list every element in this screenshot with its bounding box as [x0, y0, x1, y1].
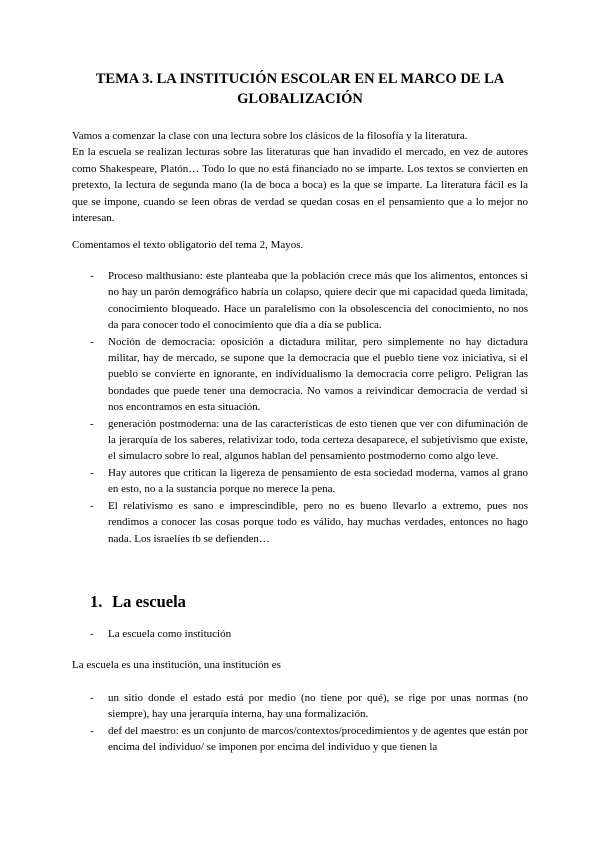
list-item — [72, 416, 528, 465]
bullet-dash: - — [90, 335, 94, 348]
title-line-1: TEMA 3. LA INSTITUCIÓN ESCOLAR EN EL MARCO DE LA — [95, 71, 505, 87]
intro-paragraph — [72, 128, 528, 226]
list-item — [72, 690, 528, 723]
bullet-dash: - — [90, 417, 94, 430]
intro-line-1: Vamos a comenzar la clase con una lectura sobre los clásicos de la filosofía y la literatura. — [72, 130, 468, 142]
section-title: La escuela — [112, 592, 186, 611]
list-item — [72, 498, 528, 547]
section-number: 1. — [90, 592, 103, 611]
title-line-2: GLOBALIZACIÓN — [237, 90, 363, 107]
escuela-paragraph: La escuela es una institución, una institución es — [72, 659, 281, 671]
bullet-dash: - — [90, 692, 94, 704]
list-item-text: El relativismo es sano e imprescindible, pero no es bueno llevarlo a extremo, pues nos rendimos a conocer las cosas porque todo es válido, hay muchas verdades, entonces no hago nada. Los israelíes tb se defienden… — [108, 499, 528, 545]
list-item-text: generación postmoderna: una de las características de esto tienen que ver con difuminación de la jerarquía de los saberes, relativizar todo, toda certeza desaparece, el subjetivismo que existe, el simulacro sobre lo real, algunos hablan del pensamiento postmoderno como algo leve. — [108, 417, 528, 463]
list-item — [72, 334, 528, 416]
section-heading — [90, 591, 186, 613]
definition-list — [72, 690, 528, 756]
list-item — [72, 626, 528, 642]
institution-list — [72, 626, 528, 642]
bullet-dash: - — [90, 466, 94, 479]
list-item-text: un sitio donde el estado está por medio (no tiene por qué), se rige por unas normas (no siempre), hay una jerarquía interna, hay una formalización. — [108, 692, 528, 721]
list-item-text: Hay autores que critican la ligereza de pensamiento de esta sociedad moderna, vamos al grano en esto, no a la sustancia porque no merece la pena. — [108, 466, 528, 496]
list-item-text: def del maestro: es un conjunto de marcos/contextos/procedimientos y de agentes que están por encima del individuo/ se imponen por encima del individuo y que tienen la — [108, 724, 529, 754]
bullet-dash: - — [90, 270, 94, 282]
list-item — [72, 268, 528, 334]
bullet-dash: - — [90, 499, 94, 512]
topics-list — [72, 268, 528, 547]
list-item-text: Proceso malthusiano: este planteaba que la población crece más que los alimentos, entonces si no hay un parón demográfico habría un colapso, quiere decir que mi capacidad queda limitada, conocimiento bloqueado. Hace un paralelismo con la obsolescencia del conocimiento, no nos da para conocer todo el conocimiento que día a día se publica. — [108, 270, 528, 332]
comment-paragraph: Comentamos el texto obligatorio del tema 2, Mayos. — [72, 239, 304, 251]
list-item — [72, 465, 528, 498]
list-item-text: La escuela como institución — [108, 628, 232, 640]
bullet-dash: - — [90, 628, 94, 640]
list-item — [72, 723, 528, 756]
document-title — [72, 70, 528, 109]
intro-line-2: En la escuela se realizan lecturas sobre las literaturas que han invadido el mercado, en vez de autores como Shakespeare, Platón… Todo lo que no está financiado no se imparte. Los textos se convierten en pretexto, la lectura de segunda mano (la de boca a boca) es la que se imparte. La literatura fácil es la que se impone, cuando se leen obras de verdad se quedan cosas en el pensamiento que a lo mejor no interesan. — [72, 146, 528, 225]
bullet-dash: - — [90, 724, 94, 737]
list-item-text: Noción de democracia: oposición a dictadura militar, pero simplemente no hay dictadura militar, hay de mercado, se supone que la democracia que el pueblo tiene voz iniciativa, si el pueblo se convierte en ignorante, en individualismo la democracia corre peligro. Peligran las bondades que puede tener una democracia. No vamos a reivindicar democracia de verdad si nos encontramos en esta situación. — [108, 335, 528, 414]
